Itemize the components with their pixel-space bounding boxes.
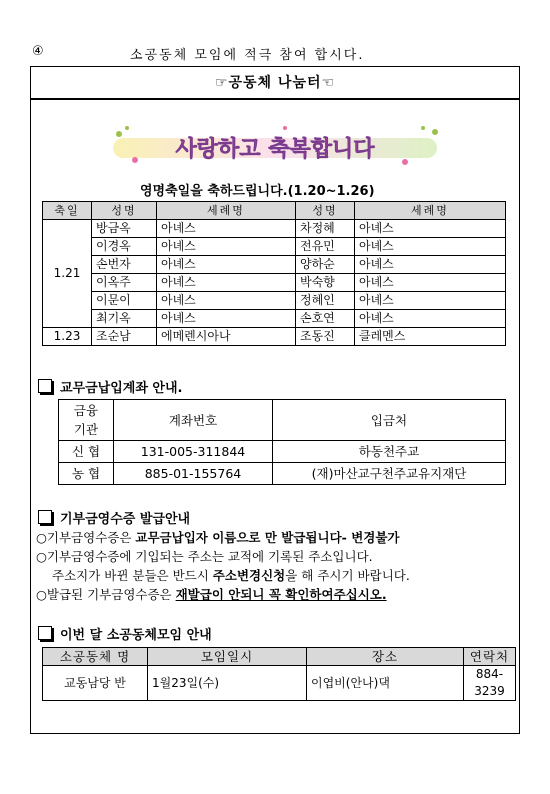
place-cell: 이엽비(안나)댁	[307, 666, 464, 701]
baptism-cell: 아녜스	[157, 310, 296, 328]
name-cell: 손번자	[92, 256, 157, 274]
baptism-cell: 아녜스	[355, 274, 506, 292]
bank-cell: 농 협	[59, 463, 114, 485]
account-number-cell: 885-01-155764	[114, 463, 273, 485]
meeting-header-datetime: 모임일시	[148, 648, 307, 666]
meeting-header-place: 장소	[307, 648, 464, 666]
baptism-cell: 에메렌시아나	[157, 328, 296, 346]
baptism-cell: 클레멘스	[355, 328, 506, 346]
checkbox-bullet-icon	[38, 379, 52, 393]
table-row	[43, 328, 506, 346]
receipt-note-2: ○기부금영수증에 기입되는 주소는 교적에 기록된 주소입니다.	[36, 549, 373, 564]
table-row	[43, 666, 516, 701]
baptism-cell: 아녜스	[355, 238, 506, 256]
receipt-note-4: ○발급된 기부금영수증은 재발급이 안되니 꼭 확인하여주십시오.	[36, 587, 387, 602]
name-cell: 박숙향	[296, 274, 355, 292]
account-heading: 교무금납입계좌 안내.	[38, 377, 183, 396]
receipt-note-1: ○기부금영수증은 교무금납입자 이름으로 만 발급됩니다- 변경불가	[36, 530, 400, 545]
baptism-cell: 아녜스	[355, 310, 506, 328]
account-number-cell: 131-005-311844	[114, 441, 273, 463]
page-header: 소공동체 모임에 적극 참여 합시다.	[130, 48, 365, 63]
baptism-cell: 아녜스	[157, 274, 296, 292]
name-cell: 최기옥	[92, 310, 157, 328]
feast-header-name2: 성명	[296, 202, 355, 220]
contact-cell: 884-3239	[464, 666, 516, 701]
name-cell: 손호연	[296, 310, 355, 328]
baptism-cell: 아녜스	[355, 256, 506, 274]
meeting-header-group: 소공동체 명	[43, 648, 148, 666]
table-row	[43, 292, 506, 310]
baptism-cell: 아녜스	[157, 292, 296, 310]
baptism-cell: 아녜스	[157, 256, 296, 274]
account-header-number: 계좌번호	[114, 400, 273, 441]
feast-header-baptism2: 세례명	[355, 202, 506, 220]
feast-header-date: 축일	[43, 202, 92, 220]
banner-text: 사랑하고 축복합니다	[175, 136, 375, 162]
baptism-cell: 아녜스	[157, 238, 296, 256]
datetime-cell: 1월23일(수)	[148, 666, 307, 701]
table-row	[43, 220, 506, 238]
checkbox-bullet-icon	[38, 510, 52, 524]
feast-header-name1: 성명	[92, 202, 157, 220]
table-row	[59, 441, 506, 463]
name-cell: 전유민	[296, 238, 355, 256]
name-cell: 조동진	[296, 328, 355, 346]
feast-date: 1.23	[43, 328, 92, 346]
payee-cell: (재)마산교구천주교유지재단	[273, 463, 506, 485]
name-cell: 이옥주	[92, 274, 157, 292]
name-cell: 방금옥	[92, 220, 157, 238]
feast-date: 1.21	[43, 220, 92, 328]
name-cell: 이문이	[92, 292, 157, 310]
table-row	[43, 274, 506, 292]
baptism-cell: 아녜스	[157, 220, 296, 238]
meeting-table	[42, 647, 516, 701]
feast-table	[42, 201, 506, 346]
name-cell: 정혜인	[296, 292, 355, 310]
name-cell: 조순남	[92, 328, 157, 346]
feast-caption: 영명축일을 축하드립니다.(1.20~1.26)	[140, 184, 375, 199]
section-title: ☞공동체 나눔터☜	[30, 66, 520, 100]
account-header-bank: 금융 기관	[59, 400, 114, 441]
table-row	[43, 238, 506, 256]
name-cell: 양하순	[296, 256, 355, 274]
meeting-header-contact: 연락처	[464, 648, 516, 666]
receipt-note-3: 주소지가 바뀐 분들은 반드시 주소변경신청을 해 주시기 바랍니다.	[52, 568, 410, 583]
name-cell: 이경옥	[92, 238, 157, 256]
banner-image	[105, 120, 445, 170]
bank-cell: 신 협	[59, 441, 114, 463]
receipt-heading: 기부금영수증 발급안내	[38, 508, 190, 527]
name-cell: 차정혜	[296, 220, 355, 238]
checkbox-bullet-icon	[38, 626, 52, 640]
baptism-cell: 아녜스	[355, 220, 506, 238]
account-header-payee: 입금처	[273, 400, 506, 441]
payee-cell: 하동천주교	[273, 441, 506, 463]
table-row	[43, 256, 506, 274]
baptism-cell: 아녜스	[355, 292, 506, 310]
account-table	[58, 399, 506, 485]
table-row	[43, 310, 506, 328]
meeting-heading: 이번 달 소공동체모임 안내	[38, 624, 212, 643]
table-row	[59, 463, 506, 485]
feast-header-baptism1: 세례명	[157, 202, 296, 220]
group-cell: 교동남당 반	[43, 666, 148, 701]
page-number: ④	[32, 44, 44, 59]
